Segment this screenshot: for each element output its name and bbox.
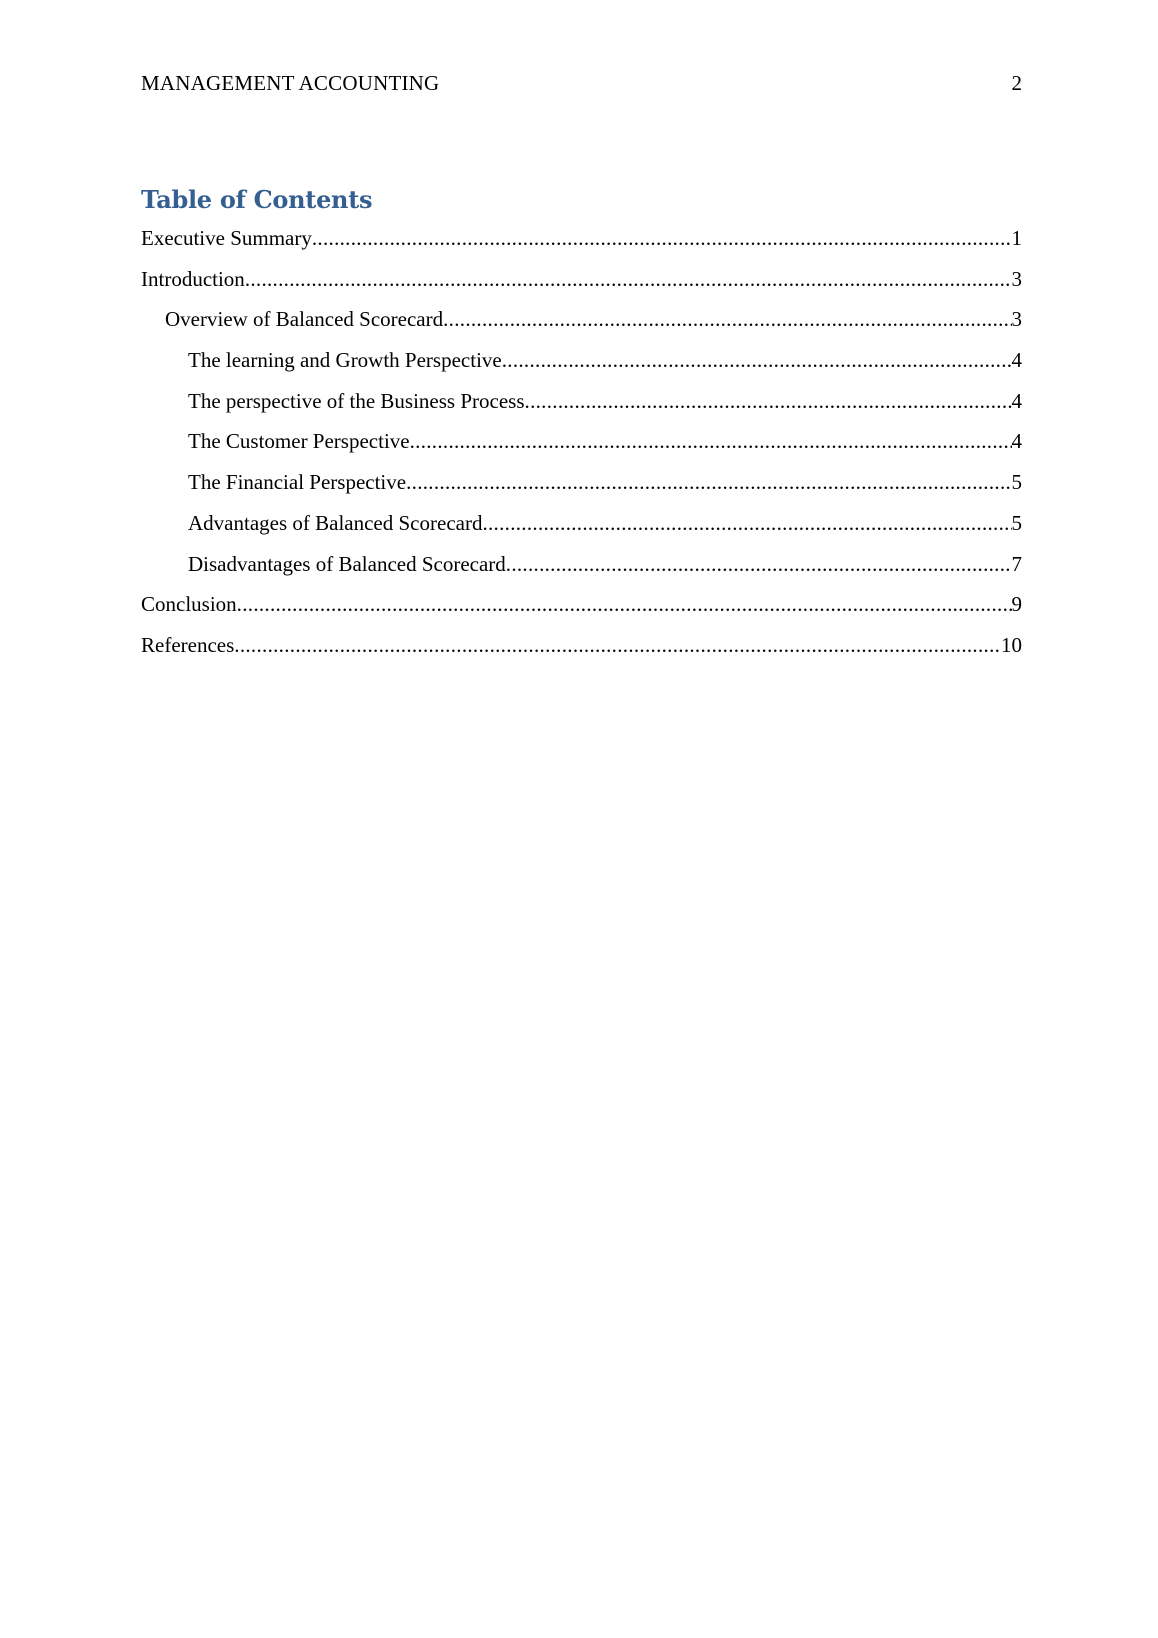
dot-leader [234, 630, 1001, 660]
dot-leader [482, 508, 1011, 538]
toc-entry-conclusion[interactable] [141, 589, 1022, 630]
toc-entry-learning-growth[interactable] [141, 345, 1022, 386]
page-header [141, 68, 1022, 98]
toc-entry-page: 4 [1011, 388, 1022, 413]
dot-leader [443, 304, 1011, 334]
dot-leader [502, 345, 1012, 375]
toc-entry-page: 3 [1011, 266, 1022, 291]
dot-leader [312, 223, 1012, 253]
toc-entry-business-process[interactable] [141, 386, 1022, 427]
toc-entry-page: 4 [1011, 429, 1022, 454]
toc-entry-financial-perspective[interactable] [141, 467, 1022, 508]
toc-entry-page: 9 [1011, 592, 1022, 617]
toc-entry-customer-perspective[interactable] [141, 426, 1022, 467]
toc-entry-introduction[interactable] [141, 264, 1022, 305]
toc-entry-executive-summary[interactable] [141, 223, 1022, 264]
dot-leader [237, 589, 1012, 619]
toc-heading: Table of Contents [141, 185, 373, 214]
dot-leader [410, 426, 1012, 456]
toc-entry-page: 7 [1011, 551, 1022, 576]
toc-entry-text: The Customer Perspective [188, 429, 410, 454]
toc-entry-text: The learning and Growth Perspective [188, 348, 502, 373]
dot-leader [506, 549, 1012, 579]
running-head-title: MANAGEMENT ACCOUNTING [141, 71, 440, 95]
toc-entry-text: The perspective of the Business Process [188, 388, 525, 413]
toc-entry-disadvantages[interactable] [141, 549, 1022, 590]
toc-entry-text: References [141, 632, 235, 657]
toc-entry-page: 10 [1001, 632, 1022, 657]
table-of-contents [141, 223, 1022, 671]
dot-leader [245, 264, 1012, 294]
toc-entry-overview-balanced-scorecard[interactable] [141, 304, 1022, 345]
toc-entry-page: 4 [1011, 348, 1022, 373]
page-number: 2 [1011, 71, 1022, 95]
toc-entry-text: Overview of Balanced Scorecard [165, 307, 444, 332]
toc-entry-text: Introduction [141, 266, 245, 291]
toc-entry-references[interactable] [141, 630, 1022, 671]
toc-entry-text: Disadvantages of Balanced Scorecard [188, 551, 506, 576]
toc-entry-text: Advantages of Balanced Scorecard [188, 510, 483, 535]
toc-entry-text: The Financial Perspective [188, 470, 407, 495]
toc-entry-page: 3 [1011, 307, 1022, 332]
toc-entry-text: Conclusion [141, 592, 237, 617]
dot-leader [406, 467, 1011, 497]
toc-entry-text: Executive Summary [141, 226, 312, 250]
toc-entry-page: 5 [1011, 470, 1022, 495]
toc-entry-page: 1 [1011, 226, 1022, 250]
toc-entry-advantages[interactable] [141, 508, 1022, 549]
dot-leader [525, 386, 1012, 416]
toc-entry-page: 5 [1011, 510, 1022, 535]
